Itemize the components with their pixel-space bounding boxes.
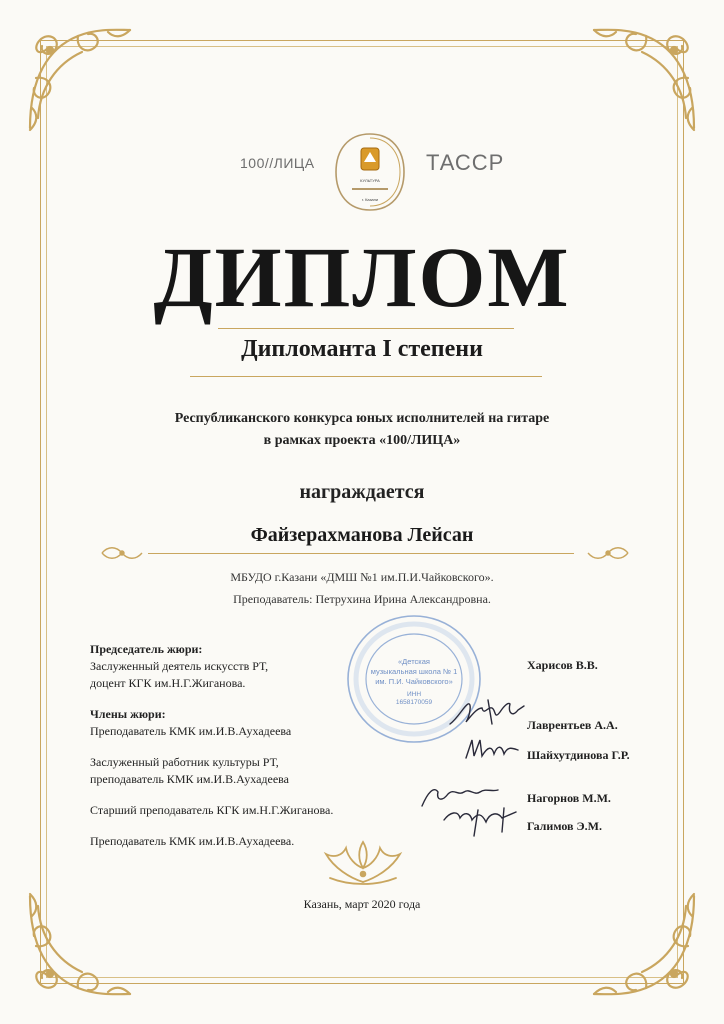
- svg-text:«Детская: «Детская: [398, 657, 430, 666]
- svg-text:им. П.И. Чайковского»: им. П.И. Чайковского»: [375, 677, 453, 686]
- svg-text:ИНН: ИНН: [406, 691, 422, 698]
- jury-chair-heading: Председатель жюри:: [90, 642, 203, 656]
- jury-members-heading: Члены жюри:: [90, 707, 166, 721]
- awarded-label: награждается: [299, 481, 425, 503]
- school-info: МБУДО г.Казани «ДМШ №1 им.П.И.Чайковского». Преподаватель: Петрухина Ирина Александровна.: [230, 570, 494, 606]
- jury-name-2: Шайхутдинова Г.Р.: [527, 748, 630, 762]
- svg-text:1658170059: 1658170059: [395, 699, 433, 706]
- jury-name-4: Галимов Э.М.: [527, 819, 602, 833]
- logo-100-lica: 100//ЛИЦА: [240, 155, 315, 171]
- corner-ornament-top-left: [18, 18, 138, 138]
- diploma-degree: Дипломанта I степени: [241, 336, 483, 362]
- recipient-name: Файзерахманова Лейсан: [250, 524, 474, 546]
- flourish-left-icon: [100, 544, 144, 562]
- flourish-right-icon: [586, 544, 630, 562]
- jury-name-1: Лаврентьев А.А.: [527, 718, 618, 732]
- jury-name-chair: Харисов В.В.: [527, 658, 598, 672]
- svg-text:музыкальная школа № 1: музыкальная школа № 1: [370, 667, 458, 676]
- title-rule-top: [218, 328, 514, 329]
- culture-seal-icon: [330, 128, 410, 216]
- diploma-title: ДИПЛОМ: [153, 229, 571, 325]
- name-rule: [148, 553, 574, 554]
- signature-3-icon: [418, 782, 522, 840]
- place-date: Казань, март 2020 года: [303, 897, 421, 911]
- jury-list: Председатель жюри: Заслуженный деятель искусств РТ, доцент КГК им.Н.Г.Жиганова. Члены жюри: Преподаватель КМК им.И.В.Аухадеева Заслуженный работник культуры РТ, преподаватель КМК им.И.В.Аухадеева Старший преподаватель КГК им.Н.Г.Жиганова. Преподаватель КМК им.И.В.Аухадеева.: [90, 641, 390, 860]
- corner-ornament-top-right: [586, 18, 706, 138]
- signature-1-icon: [448, 698, 526, 730]
- jury-name-3: Нагорнов М.М.: [527, 791, 611, 805]
- header-logos: [0, 128, 724, 218]
- center-ornament-icon: [320, 838, 406, 890]
- title-rule-bottom: [190, 376, 542, 377]
- signature-2-icon: [462, 736, 520, 762]
- logo-tassr: ТАССР: [426, 150, 505, 175]
- contest-description: Республиканского конкурса юных исполнителей на гитаре в рамках проекта «100/ЛИЦА»: [174, 411, 550, 448]
- seal-caption: КУЛЬТУРА г. Казани: [360, 178, 380, 202]
